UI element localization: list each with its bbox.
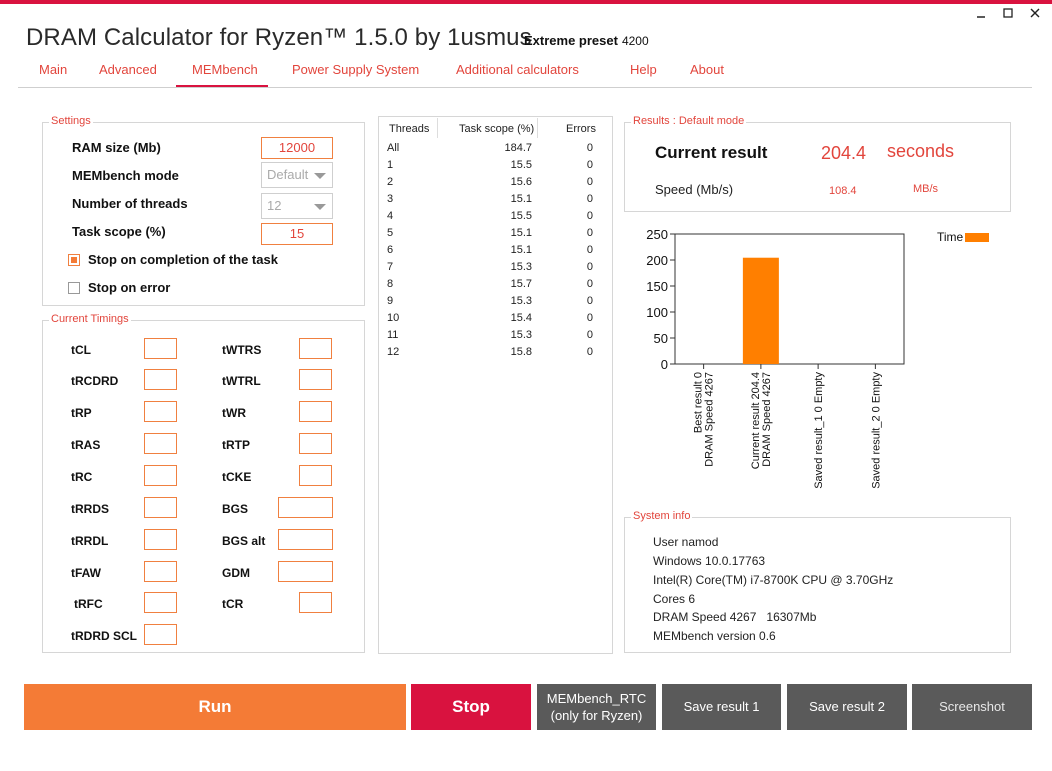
- ram-size-input[interactable]: 12000: [261, 137, 333, 159]
- table-cell-thread: 11: [387, 329, 399, 341]
- y-tick-label: 100: [646, 305, 668, 320]
- table-cell-task-scope: 15.6: [510, 176, 532, 188]
- timing-field-twr[interactable]: [299, 401, 332, 422]
- table-cell-thread: 12: [387, 346, 400, 358]
- results-title: Results : Default mode: [633, 115, 745, 127]
- app-title: DRAM Calculator for Ryzen™ 1.5.0 by 1usmus: [26, 24, 532, 51]
- table-cell-errors: 0: [586, 227, 593, 239]
- current-result-value: 204.4: [821, 143, 867, 163]
- table-cell-thread: All: [387, 142, 400, 154]
- timing-label-trp: tRP: [71, 406, 92, 420]
- stop-button[interactable]: [411, 684, 531, 730]
- x-category-label: Saved result_2 0 Empty: [870, 372, 883, 489]
- rtc-button-line1: MEMbench_RTC: [546, 691, 647, 706]
- timing-label-trrds: tRRDS: [71, 502, 109, 516]
- timing-label-tcl: tCL: [71, 343, 91, 357]
- stop-on-completion-label: Stop on completion of the task: [88, 252, 278, 267]
- timing-field-trtp[interactable]: [299, 433, 332, 454]
- speed-label: Speed (Mb/s): [655, 182, 734, 197]
- timing-label-tfaw: tFAW: [71, 566, 101, 580]
- timing-field-bgs-alt[interactable]: [278, 529, 333, 550]
- table-cell-errors: 0: [586, 261, 593, 273]
- tab-membench[interactable]: MEMbench: [176, 62, 268, 87]
- stop-button-label: Stop: [452, 697, 490, 716]
- table-cell-task-scope: 184.7: [504, 142, 532, 154]
- timing-label-twtrs: tWTRS: [222, 343, 262, 357]
- timing-label-twr: tWR: [222, 406, 246, 420]
- y-tick-label: 50: [653, 331, 668, 346]
- timing-label-gdm: GDM: [222, 566, 250, 580]
- table-cell-thread: 10: [387, 312, 400, 324]
- table-cell-thread: 2: [387, 176, 394, 188]
- timing-field-tfaw[interactable]: [144, 561, 177, 582]
- table-cell-task-scope: 15.5: [510, 210, 532, 222]
- table-cell-task-scope: 15.8: [510, 346, 532, 358]
- stop-on-completion-checkbox[interactable]: [68, 254, 80, 266]
- results-group: [624, 115, 1011, 212]
- table-cell-thread: 7: [387, 261, 394, 273]
- rtc-button-line2: (only for Ryzen): [550, 708, 643, 723]
- tab-additional-calculators[interactable]: Additional calculators: [456, 62, 579, 77]
- table-cell-errors: 0: [586, 193, 593, 205]
- table-cell-errors: 0: [586, 142, 593, 154]
- speed-unit: MB/s: [913, 183, 939, 195]
- timing-field-trrds[interactable]: [144, 497, 177, 518]
- y-tick-label: 200: [646, 253, 668, 268]
- timing-field-twtrs[interactable]: [299, 338, 332, 359]
- table-cell-errors: 0: [586, 346, 593, 358]
- x-category-label: Current result 204.4: [749, 372, 762, 470]
- timing-field-trp[interactable]: [144, 401, 177, 422]
- minimize-icon[interactable]: [972, 8, 990, 18]
- timing-field-tcl[interactable]: [144, 338, 177, 359]
- threads-label: Number of threads: [72, 196, 188, 211]
- membench-mode-select[interactable]: [261, 162, 333, 188]
- tab-about[interactable]: About: [690, 62, 724, 77]
- table-cell-task-scope: 15.1: [510, 193, 532, 205]
- timing-label-tras: tRAS: [71, 438, 101, 452]
- title-accent-strip: [0, 0, 1052, 4]
- timing-field-gdm[interactable]: [278, 561, 333, 582]
- timing-field-bgs[interactable]: [278, 497, 333, 518]
- table-cell-task-scope: 15.5: [510, 159, 532, 171]
- timing-field-tcr[interactable]: [299, 592, 332, 613]
- table-cell-thread: 9: [387, 295, 394, 307]
- table-cell-thread: 1: [387, 159, 394, 171]
- ram-size-label: RAM size (Mb): [72, 140, 161, 155]
- screenshot-button[interactable]: [912, 684, 1032, 730]
- sysinfo-user: User namod: [653, 535, 719, 549]
- table-cell-task-scope: 15.1: [510, 244, 532, 256]
- table-cell-errors: 0: [586, 295, 593, 307]
- legend-swatch: [965, 233, 989, 242]
- timing-label-trfc: tRFC: [74, 597, 103, 611]
- chart-bar: [743, 258, 779, 364]
- table-cell-errors: 0: [586, 244, 593, 256]
- task-scope-input[interactable]: 15: [261, 223, 333, 245]
- tab-advanced[interactable]: Advanced: [99, 62, 157, 77]
- main-nav: [18, 58, 1032, 88]
- timing-field-trrdl[interactable]: [144, 529, 177, 550]
- preset-value: 4200: [621, 34, 649, 48]
- sysinfo-cpu: Intel(R) Core(TM) i7-8700K CPU @ 3.70GHz: [653, 573, 894, 587]
- membench-mode-label: MEMbench mode: [72, 168, 179, 183]
- timing-label-twtrl: tWTRL: [222, 374, 261, 388]
- timing-label-trtp: tRTP: [222, 438, 250, 452]
- table-cell-errors: 0: [586, 176, 593, 188]
- chevron-down-icon: [314, 173, 326, 179]
- membench-mode-value: Default: [267, 167, 309, 182]
- timing-field-twtrl[interactable]: [299, 369, 332, 390]
- table-cell-errors: 0: [586, 210, 593, 222]
- sysinfo-cores: Cores 6: [653, 592, 696, 606]
- col-header-errors: Errors: [566, 123, 596, 135]
- y-tick-label: 250: [646, 227, 668, 242]
- save-result-2-button[interactable]: [787, 684, 907, 730]
- table-cell-task-scope: 15.3: [510, 295, 532, 307]
- table-cell-errors: 0: [586, 329, 593, 341]
- legend-label: Time: [937, 230, 964, 244]
- timing-label-trdrd-scl: tRDRD SCL: [71, 629, 137, 643]
- table-cell-thread: 3: [387, 193, 394, 205]
- table-cell-errors: 0: [586, 312, 593, 324]
- x-category-label: Saved result_1 0 Empty: [813, 372, 826, 489]
- tab-help[interactable]: Help: [630, 62, 657, 77]
- screenshot-label: Screenshot: [939, 699, 1005, 714]
- timing-field-trc[interactable]: [144, 465, 177, 486]
- table-cell-thread: 6: [387, 244, 394, 256]
- table-cell-thread: 4: [387, 210, 394, 222]
- table-cell-errors: 0: [586, 159, 593, 171]
- preset-label: Extreme preset: [524, 33, 618, 48]
- task-scope-label: Task scope (%): [72, 224, 166, 239]
- x-category-label: DRAM Speed 4267: [760, 372, 773, 467]
- table-cell-task-scope: 15.3: [510, 329, 532, 341]
- col-divider: [537, 118, 538, 138]
- x-category-label: Best result 0: [692, 372, 705, 434]
- close-icon[interactable]: [1026, 8, 1044, 18]
- system-info-title: System info: [633, 510, 691, 522]
- current-result-unit: seconds: [887, 141, 955, 161]
- y-tick-label: 0: [660, 357, 668, 372]
- timing-field-tcke[interactable]: [299, 465, 332, 486]
- timing-label-bgs: BGS: [222, 502, 249, 516]
- table-cell-task-scope: 15.1: [510, 227, 532, 239]
- threads-select[interactable]: [261, 193, 333, 219]
- timing-label-bgs-alt: BGS alt: [222, 534, 266, 548]
- timing-field-tras[interactable]: [144, 433, 177, 454]
- col-header-threads: Threads: [389, 123, 430, 135]
- tab-power-supply[interactable]: Power Supply System: [292, 62, 420, 77]
- table-cell-thread: 5: [387, 227, 394, 239]
- col-header-task-scope: Task scope (%): [459, 123, 535, 135]
- stop-on-error-checkbox[interactable]: [68, 282, 80, 294]
- settings-title: Settings: [51, 115, 91, 127]
- chevron-down-icon: [314, 204, 326, 210]
- save2-label: Save result 2: [809, 699, 885, 714]
- run-button[interactable]: [24, 684, 406, 730]
- sysinfo-dram: DRAM Speed 4267 16307Mb: [653, 610, 817, 624]
- x-category-label: DRAM Speed 4267: [703, 372, 716, 467]
- sysinfo-membench-version: MEMbench version 0.6: [653, 629, 776, 643]
- save-result-1-button[interactable]: [662, 684, 781, 730]
- timing-label-trcdrd: tRCDRD: [71, 374, 119, 388]
- sysinfo-os: Windows 10.0.17763: [653, 554, 766, 568]
- table-cell-task-scope: 15.4: [510, 312, 532, 324]
- stop-on-error-label: Stop on error: [88, 280, 171, 295]
- chart-plot-area: [675, 234, 904, 364]
- tab-main[interactable]: Main: [39, 62, 68, 77]
- results-chart: [624, 222, 1011, 502]
- maximize-icon[interactable]: [999, 8, 1017, 18]
- table-cell-thread: 8: [387, 278, 394, 290]
- current-result-label: Current result: [655, 143, 768, 162]
- timing-field-trcdrd[interactable]: [144, 369, 177, 390]
- threads-value: 12: [267, 198, 282, 213]
- timing-label-tcr: tCR: [222, 597, 244, 611]
- col-divider: [437, 118, 438, 138]
- y-tick-label: 150: [646, 279, 668, 294]
- timing-field-trfc[interactable]: [144, 592, 177, 613]
- timing-label-tcke: tCKE: [222, 470, 252, 484]
- timing-label-trc: tRC: [71, 470, 93, 484]
- membench-rtc-button[interactable]: [537, 684, 656, 730]
- timing-label-trrdl: tRRDL: [71, 534, 109, 548]
- save1-label: Save result 1: [683, 699, 760, 714]
- timings-title: Current Timings: [51, 313, 129, 325]
- table-cell-task-scope: 15.3: [510, 261, 532, 273]
- table-cell-task-scope: 15.7: [510, 278, 532, 290]
- table-cell-errors: 0: [586, 278, 593, 290]
- speed-value: 108.4: [829, 185, 857, 197]
- run-button-label: Run: [198, 697, 232, 716]
- timing-field-trdrd-scl[interactable]: [144, 624, 177, 645]
- preset-indicator: [524, 33, 649, 48]
